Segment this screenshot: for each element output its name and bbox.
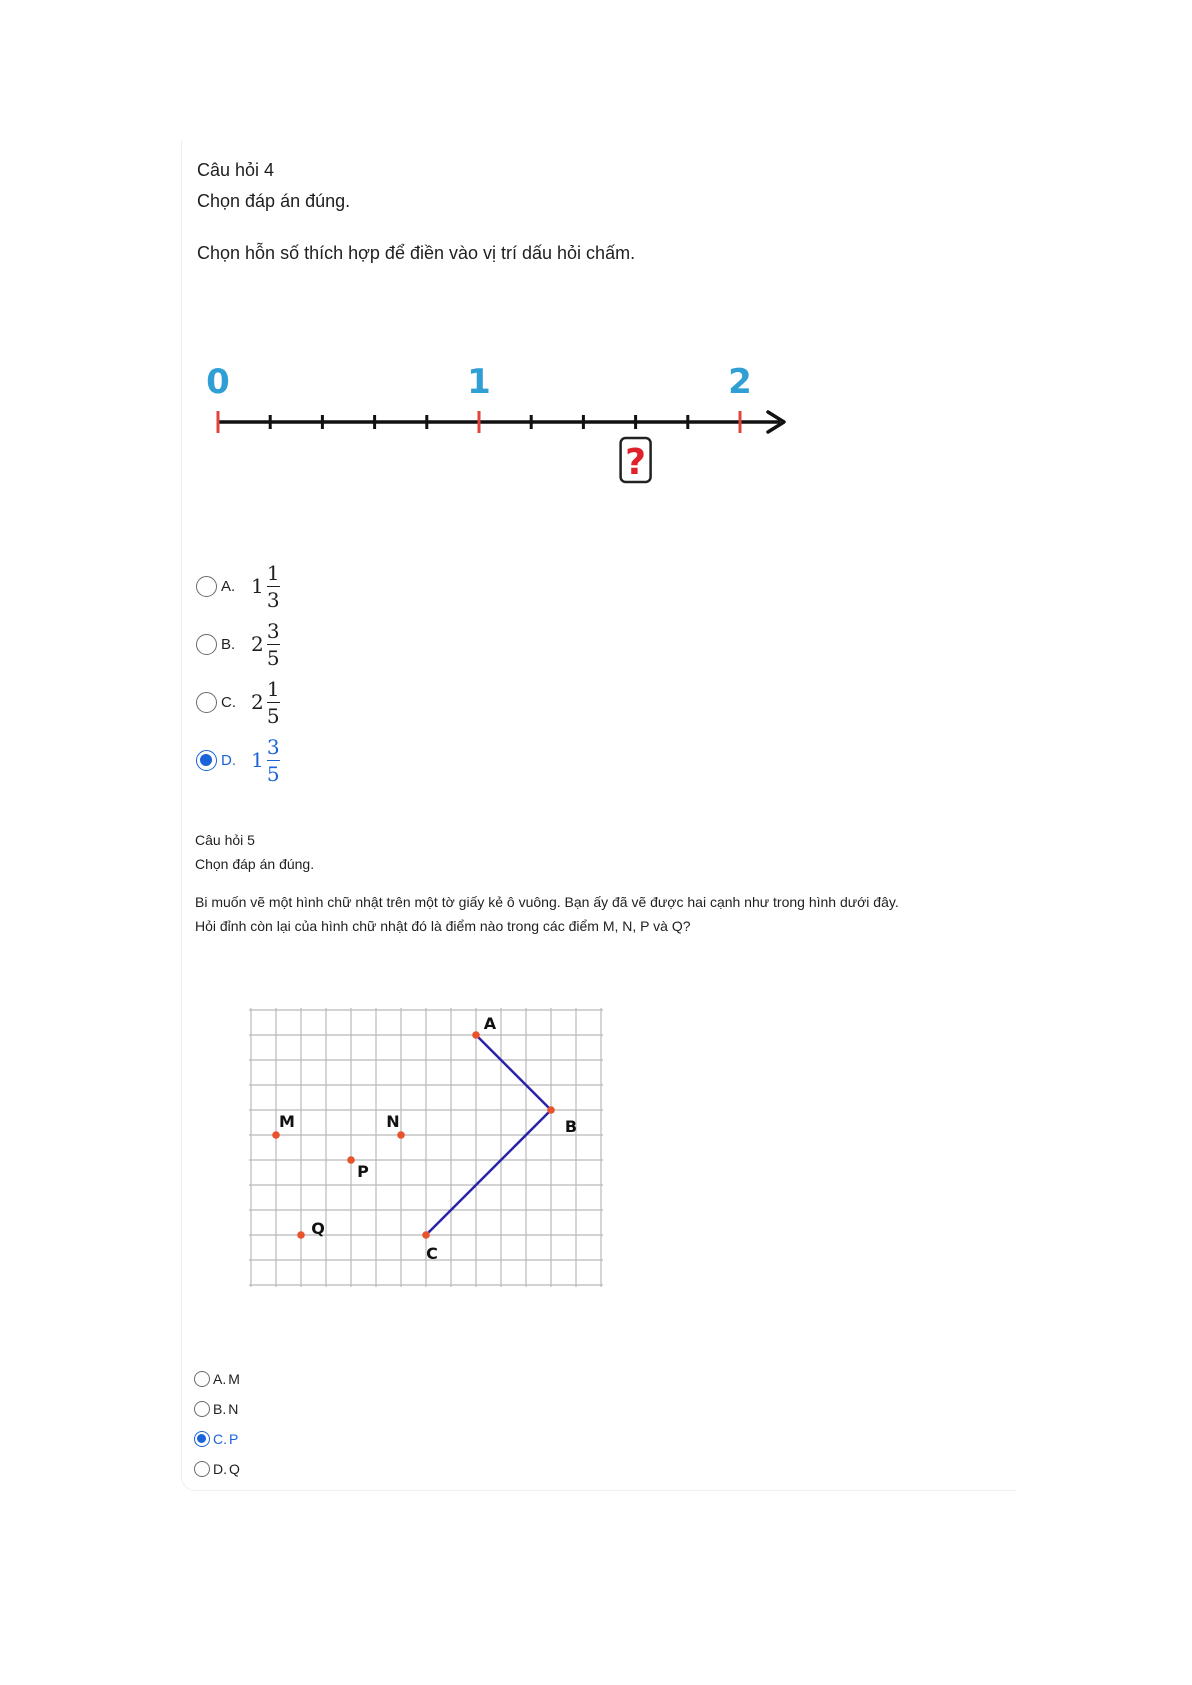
radio-button-icon[interactable]	[194, 1401, 210, 1417]
fraction-denominator: 5	[266, 645, 280, 670]
fraction-bar	[267, 760, 280, 761]
point-label-a: A	[483, 1014, 497, 1033]
fraction	[267, 736, 280, 785]
point-m	[272, 1131, 280, 1139]
radio-button-icon[interactable]	[196, 576, 217, 597]
fraction-denominator: 3	[266, 587, 280, 612]
radio-button-icon[interactable]	[196, 750, 217, 771]
point-c	[422, 1231, 430, 1239]
q4-stem: Chọn hỗn số thích hợp để điền vào vị trí dấu hỏi chấm.	[197, 243, 636, 263]
q5-option-b[interactable]	[194, 1401, 238, 1417]
option-letter: C.	[213, 1431, 227, 1447]
point-q	[297, 1231, 305, 1239]
radio-button-icon[interactable]	[194, 1461, 210, 1477]
fraction-denominator: 5	[266, 761, 280, 786]
q5-title: Câu hỏi 5	[195, 832, 255, 848]
number-line-label: 1	[467, 362, 491, 402]
fraction-numerator: 3	[266, 618, 280, 643]
fraction	[267, 620, 280, 669]
option-value: Q	[229, 1461, 240, 1477]
grid-figure	[245, 1000, 625, 1305]
radio-button-icon[interactable]	[194, 1431, 210, 1447]
mixed-number	[251, 678, 280, 727]
q4-option-b[interactable]	[196, 616, 280, 672]
question-mark: ?	[625, 442, 647, 483]
q4-option-c[interactable]	[196, 674, 280, 730]
fraction-numerator: 3	[266, 734, 280, 759]
number-line-figure	[200, 360, 800, 500]
mixed-whole: 2	[251, 632, 264, 656]
point-label-p: P	[357, 1162, 369, 1181]
segment-ab	[476, 1035, 551, 1110]
point-label-m: M	[279, 1112, 295, 1131]
point-n	[397, 1131, 405, 1139]
point-label-n: N	[386, 1112, 400, 1131]
mixed-number	[251, 736, 280, 785]
fraction-denominator: 5	[266, 703, 280, 728]
q5-stem-line1: Bi muốn vẽ một hình chữ nhật trên một tờ giấy kẻ ô vuông. Bạn ấy đã vẽ được hai cạnh như trong hình dưới đây.	[195, 894, 899, 910]
q4-instruction: Chọn đáp án đúng.	[197, 191, 351, 211]
point-label-c: C	[426, 1244, 438, 1263]
q5-instruction: Chọn đáp án đúng.	[195, 856, 315, 872]
fraction	[267, 562, 280, 611]
option-letter: D.	[213, 1461, 227, 1477]
option-value: P	[229, 1431, 239, 1447]
q4-option-d[interactable]	[196, 732, 280, 788]
number-line-label: 2	[728, 362, 752, 402]
fraction-numerator: 1	[266, 560, 280, 585]
option-value: M	[228, 1371, 240, 1387]
q5-stem-line2: Hỏi đỉnh còn lại của hình chữ nhật đó là điểm nào trong các điểm M, N, P và Q?	[195, 918, 691, 934]
point-a	[472, 1031, 480, 1039]
fraction	[267, 678, 280, 727]
fraction-bar	[267, 644, 280, 645]
option-letter: B.	[213, 1401, 227, 1417]
q5-option-c[interactable]	[194, 1431, 238, 1447]
q4-title: Câu hỏi 4	[197, 160, 275, 180]
fraction-bar	[267, 586, 280, 587]
radio-button-icon[interactable]	[196, 692, 217, 713]
point-label-b: B	[564, 1117, 578, 1136]
q4-option-a[interactable]	[196, 558, 280, 614]
point-p	[347, 1156, 355, 1164]
radio-button-icon[interactable]	[194, 1371, 210, 1387]
mixed-number	[251, 620, 280, 669]
fraction-numerator: 1	[266, 676, 280, 701]
radio-button-icon[interactable]	[196, 634, 217, 655]
number-line-label: 0	[206, 362, 230, 402]
mixed-number	[251, 562, 280, 611]
fraction-bar	[267, 702, 280, 703]
option-letter: A.	[213, 1371, 227, 1387]
mixed-whole: 2	[251, 690, 264, 714]
q5-option-a[interactable]	[194, 1371, 240, 1387]
option-value: N	[228, 1401, 239, 1417]
q5-option-d[interactable]	[194, 1461, 240, 1477]
option-letter: A.	[221, 577, 236, 595]
segment-bc	[426, 1110, 551, 1235]
option-letter: B.	[221, 635, 236, 653]
option-letter: D.	[221, 751, 236, 769]
mixed-whole: 1	[251, 574, 264, 598]
option-letter: C.	[221, 693, 236, 711]
mixed-whole: 1	[251, 748, 264, 772]
point-b	[547, 1106, 555, 1114]
point-label-q: Q	[311, 1219, 325, 1238]
